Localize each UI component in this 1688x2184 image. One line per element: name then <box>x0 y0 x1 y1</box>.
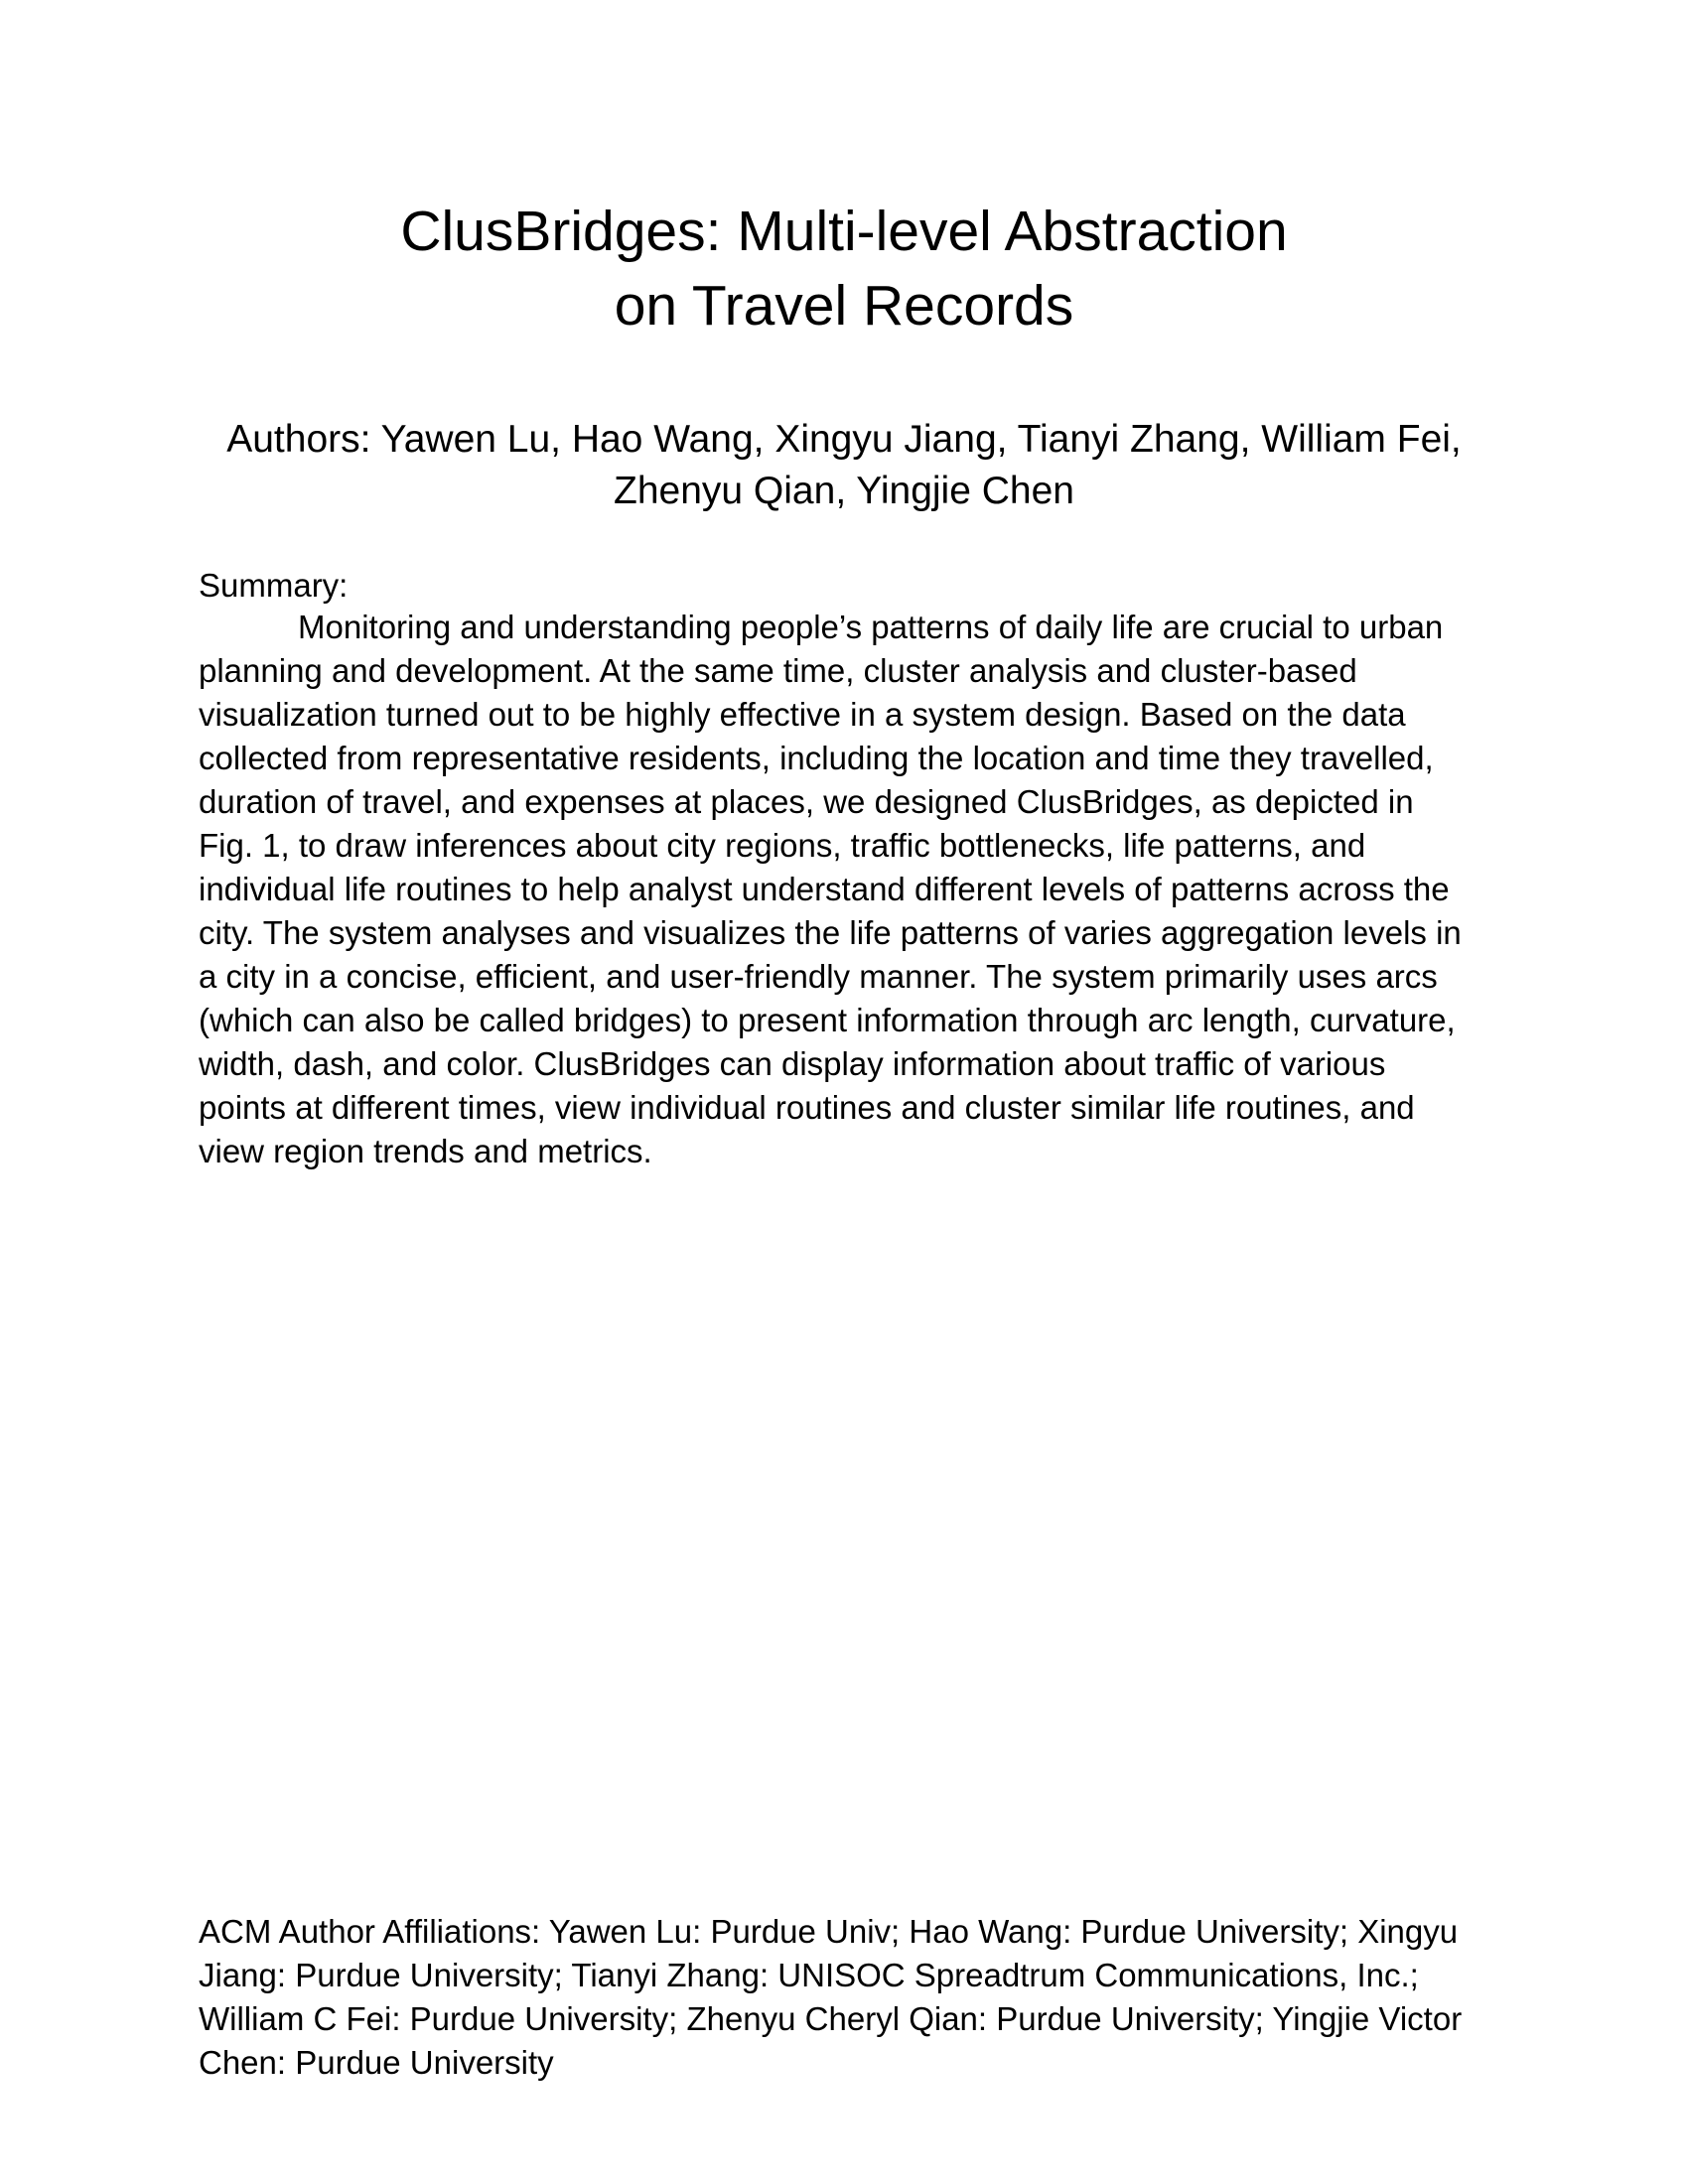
affiliations-line: Jiang: Purdue University; Tianyi Zhang: UNISOC Spreadtrum Communications, Inc.; <box>199 1957 1419 1993</box>
summary-heading: Summary: <box>199 567 349 604</box>
paper-title <box>0 195 1688 343</box>
summary-line: duration of travel, and expenses at places, we designed ClusBridges, as depicted in <box>199 783 1414 820</box>
author-list-line: Zhenyu Qian, Yingjie Chen <box>614 470 1074 512</box>
summary-line: individual life routines to help analyst understand different levels of patterns across the <box>199 871 1450 907</box>
paper-title-line: on Travel Records <box>614 274 1074 338</box>
affiliations-line: Chen: Purdue University <box>199 2044 554 2081</box>
affiliations-line: William C Fei: Purdue University; Zhenyu Cheryl Qian: Purdue University; Yingjie Victor <box>199 2000 1463 2037</box>
summary-line: city. The system analyses and visualizes the life patterns of varies aggregation levels in <box>199 914 1462 951</box>
summary-line: points at different times, view individual routines and cluster similar life routines, and <box>199 1089 1415 1126</box>
author-list <box>199 414 1489 517</box>
summary-line: Fig. 1, to draw inferences about city regions, traffic bottlenecks, life patterns, and <box>199 827 1366 864</box>
summary-line: (which can also be called bridges) to present information through arc length, curvature, <box>199 1002 1456 1038</box>
summary-line: visualization turned out to be highly effective in a system design. Based on the data <box>199 696 1406 733</box>
summary-line: planning and development. At the same time, cluster analysis and cluster-based <box>199 652 1357 689</box>
summary-paragraph <box>199 606 1489 1173</box>
affiliations-line: ACM Author Affiliations: Yawen Lu: Purdue Univ; Hao Wang: Purdue University; Xingyu <box>199 1913 1459 1950</box>
summary-line: view region trends and metrics. <box>199 1133 652 1169</box>
summary-line: collected from representative residents, including the location and time they travelled, <box>199 740 1434 776</box>
summary-line: Monitoring and understanding people’s patterns of daily life are crucial to urban <box>298 609 1444 645</box>
paper-title-line: ClusBridges: Multi-level Abstraction <box>400 200 1288 263</box>
summary-line: width, dash, and color. ClusBridges can display information about traffic of various <box>199 1045 1386 1082</box>
author-affiliations <box>199 1910 1489 2085</box>
author-list-line: Authors: Yawen Lu, Hao Wang, Xingyu Jiang, Tianyi Zhang, William Fei, <box>226 418 1462 461</box>
summary-line: a city in a concise, efficient, and user-friendly manner. The system primarily uses arcs <box>199 958 1438 995</box>
